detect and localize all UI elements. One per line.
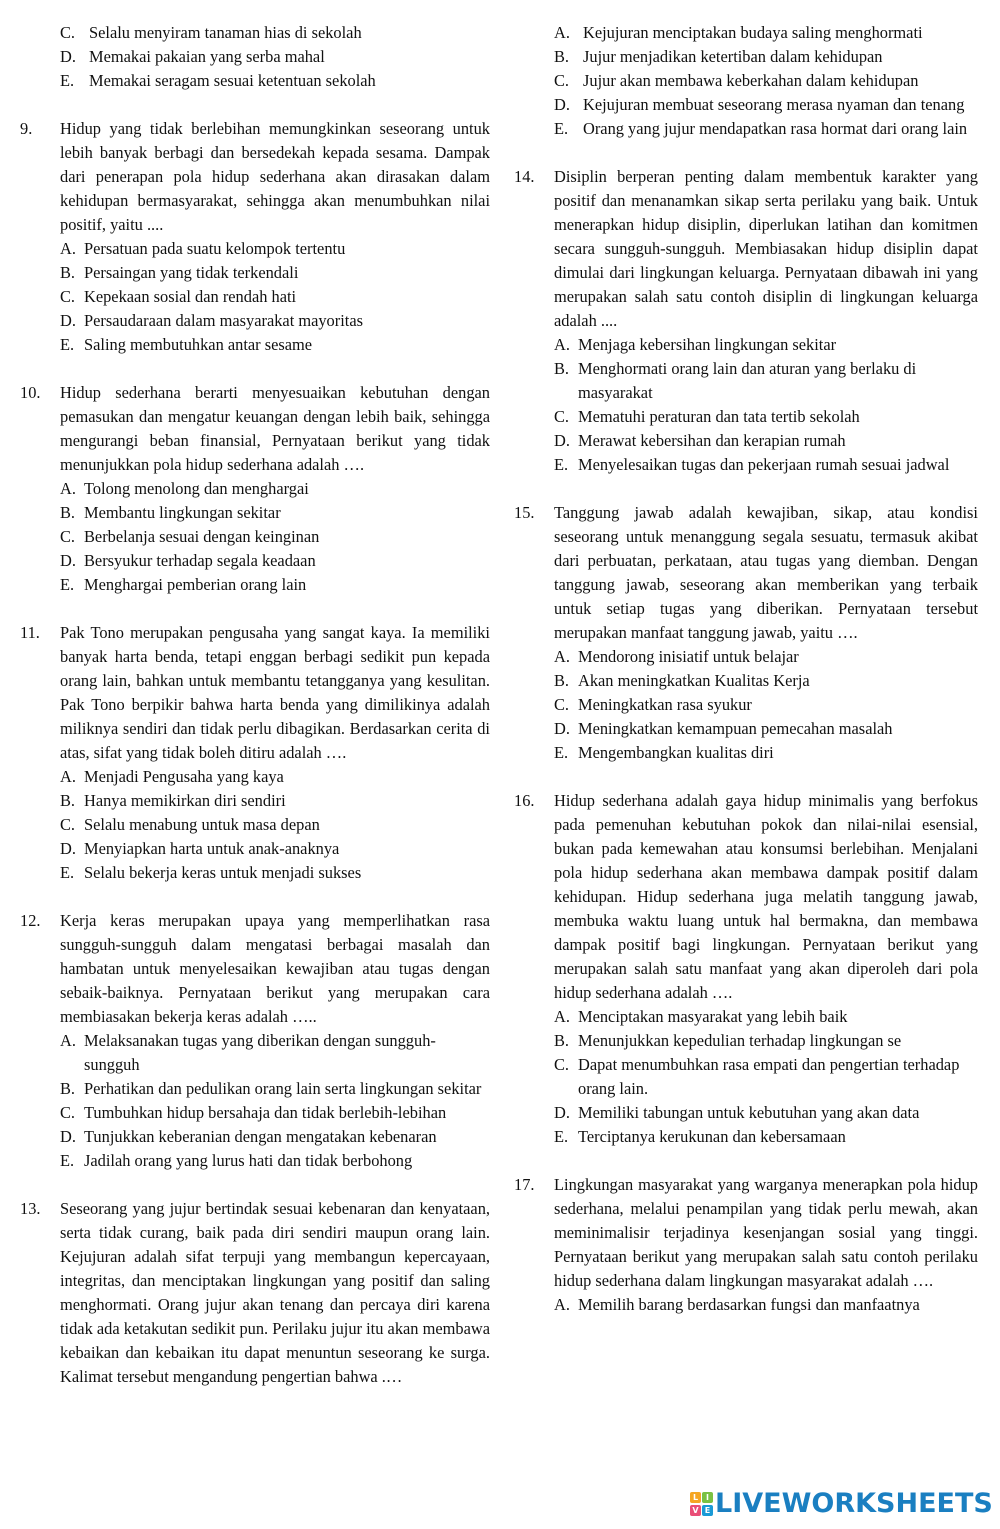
question-body	[554, 501, 978, 765]
option-text: Melaksanakan tugas yang diberikan dengan sungguh-sungguh	[84, 1031, 436, 1074]
option-letter: E.	[554, 1127, 569, 1146]
question-body	[60, 909, 490, 1173]
option-letter: C.	[554, 71, 570, 90]
option-letter: B.	[554, 671, 570, 690]
option-letter: A.	[60, 767, 76, 786]
question-17	[514, 1173, 978, 1317]
answer-options	[554, 645, 978, 765]
option-letter: B.	[60, 503, 76, 522]
option	[60, 261, 490, 285]
option-letter: A.	[554, 1007, 570, 1026]
option-text: Mendorong inisiatif untuk belajar	[578, 647, 799, 666]
option	[60, 1101, 490, 1125]
option	[554, 429, 978, 453]
option-text: Jujur akan membawa keberkahan dalam kehidupan	[583, 71, 919, 90]
logo-mark-tile: L	[690, 1492, 701, 1503]
option-text: Saling membutuhkan antar sesame	[84, 335, 313, 354]
option-text: Terciptanya kerukunan dan kebersamaan	[578, 1127, 846, 1146]
option-letter: B.	[60, 791, 76, 810]
option	[554, 1293, 978, 1317]
option	[554, 1101, 978, 1125]
option-letter: A.	[554, 647, 570, 666]
question-14	[514, 165, 978, 477]
question-body	[60, 381, 490, 597]
left-column	[20, 21, 490, 1413]
question-body	[554, 1173, 978, 1317]
answer-options	[554, 333, 978, 477]
option	[514, 21, 978, 45]
logo-mark-icon	[690, 1492, 713, 1516]
option-letter: C.	[60, 287, 76, 306]
option	[554, 741, 978, 765]
option-text: Persatuan pada suatu kelompok tertentu	[84, 239, 346, 258]
option-letter: C.	[554, 1055, 570, 1074]
option-letter: B.	[554, 47, 570, 66]
answer-options	[60, 765, 490, 885]
option	[514, 69, 978, 93]
option-letter: B.	[554, 1031, 570, 1050]
option-letter: B.	[554, 359, 570, 378]
question-number: 12.	[20, 911, 41, 930]
option	[60, 237, 490, 261]
logo-text: LIVEWORKSHEETS	[715, 1488, 993, 1519]
option	[60, 1077, 490, 1101]
option	[60, 333, 490, 357]
option-letter: C.	[60, 1103, 76, 1122]
option	[514, 117, 978, 141]
left-continued-options	[20, 21, 490, 93]
option-text: Persaudaraan dalam masyarakat mayoritas	[84, 311, 363, 330]
option-letter: E.	[60, 71, 75, 90]
option-text: Menunjukkan kepedulian terhadap lingkungan se	[578, 1031, 902, 1050]
option	[514, 93, 978, 117]
option-text: Memakai seragam sesuai ketentuan sekolah	[89, 71, 376, 90]
option-text: Orang yang jujur mendapatkan rasa hormat dari orang lain	[583, 119, 968, 138]
option	[514, 45, 978, 69]
option-letter: E.	[554, 455, 569, 474]
option-letter: B.	[60, 1079, 76, 1098]
option-letter: E.	[60, 575, 75, 594]
option	[554, 645, 978, 669]
question-number: 9.	[20, 119, 33, 138]
question-11	[20, 621, 490, 885]
logo-mark-tile: I	[702, 1492, 713, 1503]
question-number: 13.	[20, 1199, 41, 1218]
question-13	[20, 1197, 490, 1389]
logo-mark-tile: E	[702, 1505, 713, 1516]
option-text: Menghormati orang lain dan aturan yang berlaku di masyarakat	[578, 359, 917, 402]
option	[60, 477, 490, 501]
question-10	[20, 381, 490, 597]
option-text: Jujur menjadikan ketertiban dalam kehidupan	[583, 47, 883, 66]
option	[554, 669, 978, 693]
question-9	[20, 117, 490, 357]
question-text: Hidup sederhana adalah gaya hidup minimalis yang berfokus pada pemenuhan kebutuhan pokok dan nilai-nilai esensial, bukan pada kemewahan atau konsumsi berlebihan. Menjalani pola hidup sederhana akan membawa dampak positif dalam kehidupan. Hidup sederhana juga melatih tanggung jawab, membuka waktu luang untuk hal bermakna, dan membawa dampak positif bagi lingkungan. Pernyataan berikut yang merupakan salah satu manfaat yang akan diperoleh dari pola hidup sederhana adalah ….	[554, 791, 978, 1002]
question-number: 14.	[514, 167, 535, 186]
option	[554, 693, 978, 717]
answer-options	[554, 1293, 978, 1317]
question-number: 10.	[20, 383, 41, 402]
option	[554, 1029, 978, 1053]
option-letter: D.	[554, 95, 570, 114]
option-letter: C.	[60, 815, 76, 834]
question-text: Pak Tono merupakan pengusaha yang sangat kaya. Ia memiliki banyak harta benda, tetapi enggan berbagi sedikit pun kepada orang lain, bahkan untuk membantu tetangganya yang kesulitan. Pak Tono berpikir bahwa harta benda yang dimilikinya adalah miliknya sendiri dan tidak perlu dibagikan. Berdasarkan cerita di atas, sifat yang tidak boleh ditiru adalah ….	[60, 623, 490, 762]
question-number: 16.	[514, 791, 535, 810]
option-text: Membantu lingkungan sekitar	[84, 503, 281, 522]
question-12	[20, 909, 490, 1173]
option-letter: A.	[554, 1295, 570, 1314]
question-body	[60, 117, 490, 357]
option-text: Menjaga kebersihan lingkungan sekitar	[578, 335, 837, 354]
option-letter: D.	[554, 431, 570, 450]
option	[554, 405, 978, 429]
option-text: Berbelanja sesuai dengan keinginan	[84, 527, 320, 546]
liveworksheets-logo	[690, 1488, 993, 1520]
option-text: Menciptakan masyarakat yang lebih baik	[578, 1007, 848, 1026]
question-number: 17.	[514, 1175, 535, 1194]
option-letter: D.	[60, 47, 76, 66]
option-text: Memilih barang berdasarkan fungsi dan manfaatnya	[578, 1295, 920, 1314]
option-letter: D.	[554, 719, 570, 738]
option-text: Meningkatkan rasa syukur	[578, 695, 752, 714]
option	[60, 501, 490, 525]
option	[60, 765, 490, 789]
option-letter: D.	[60, 311, 76, 330]
option-letter: C.	[554, 695, 570, 714]
option	[554, 1125, 978, 1149]
option-text: Selalu menabung untuk masa depan	[84, 815, 320, 834]
option	[554, 717, 978, 741]
option-letter: E.	[60, 863, 75, 882]
question-text: Lingkungan masyarakat yang warganya menerapkan pola hidup sederhana, melalui penampilan yang tidak perlu mewah, akan meminimalisir terjadinya kesenjangan sosial yang tinggi. Pernyataan berikut yang merupakan salah satu contoh perilaku hidup sederhana dalam lingkungan masyarakat adalah ….	[554, 1175, 978, 1290]
option-letter: D.	[60, 1127, 76, 1146]
option-text: Menjadi Pengusaha yang kaya	[84, 767, 284, 786]
option-text: Memiliki tabungan untuk kebutuhan yang akan data	[578, 1103, 920, 1122]
option-text: Memakai pakaian yang serba mahal	[89, 47, 325, 66]
answer-options	[60, 1029, 490, 1173]
option	[554, 453, 978, 477]
option-text: Tumbuhkan hidup bersahaja dan tidak berlebih-lebihan	[84, 1103, 447, 1122]
option-text: Bersyukur terhadap segala keadaan	[84, 551, 316, 570]
option	[60, 525, 490, 549]
option-letter: D.	[60, 839, 76, 858]
question-body	[60, 1197, 490, 1389]
option-letter: A.	[554, 23, 570, 42]
option-text: Meningkatkan kemampuan pemecahan masalah	[578, 719, 893, 738]
option	[60, 1149, 490, 1173]
option-text: Mengembangkan kualitas diri	[578, 743, 774, 762]
option	[60, 813, 490, 837]
answer-options	[554, 1005, 978, 1149]
option-text: Perhatikan dan pedulikan orang lain serta lingkungan sekitar	[84, 1079, 482, 1098]
option	[60, 789, 490, 813]
question-number: 11.	[20, 623, 40, 642]
option-letter: D.	[60, 551, 76, 570]
option	[554, 1005, 978, 1029]
option	[20, 45, 490, 69]
option-letter: A.	[60, 1031, 76, 1050]
option-letter: C.	[60, 527, 76, 546]
question-number: 15.	[514, 503, 535, 522]
question-text: Hidup yang tidak berlebihan memungkinkan seseorang untuk lebih banyak berbagi dan bersedekah kepada sesama. Dampak dari penerapan pola hidup sederhana akan dirasakan dalam kehidupan bermasyarakat, sehingga akan menumbuhkan nilai positif, yaitu ....	[60, 119, 490, 234]
option-letter: E.	[60, 335, 75, 354]
option-text: Menyelesaikan tugas dan pekerjaan rumah sesuai jadwal	[578, 455, 950, 474]
option-text: Tolong menolong dan menghargai	[84, 479, 309, 498]
option-text: Jadilah orang yang lurus hati dan tidak berbohong	[84, 1151, 413, 1170]
option-letter: E.	[60, 1151, 75, 1170]
option-text: Tunjukkan keberanian dengan mengatakan kebenaran	[84, 1127, 437, 1146]
option	[60, 837, 490, 861]
option-text: Menghargai pemberian orang lain	[84, 575, 307, 594]
option-text: Akan meningkatkan Kualitas Kerja	[578, 671, 810, 690]
answer-options	[60, 477, 490, 597]
option-text: Selalu bekerja keras untuk menjadi sukses	[84, 863, 362, 882]
option-letter: E.	[554, 743, 569, 762]
question-16	[514, 789, 978, 1149]
option	[60, 1125, 490, 1149]
right-column	[514, 21, 978, 1341]
question-text: Tanggung jawab adalah kewajiban, sikap, atau kondisi seseorang untuk menanggung segala sesuatu, termasuk akibat dari perbuatan, perkataan, atau tugas yang diemban. Dengan tanggung jawab, seseorang akan memberikan yang terbaik untuk setiap tugas yang diberikan. Pernyataan tersebut merupakan manfaat tanggung jawab, yaitu ….	[554, 503, 978, 642]
option-text: Mematuhi peraturan dan tata tertib sekolah	[578, 407, 860, 426]
option-text: Persaingan yang tidak terkendali	[84, 263, 299, 282]
option-text: Hanya memikirkan diri sendiri	[84, 791, 286, 810]
option-letter: D.	[554, 1103, 570, 1122]
option	[60, 1029, 490, 1077]
option	[60, 285, 490, 309]
question-text: Disiplin berperan penting dalam membentuk karakter yang positif dan menanamkan sikap serta perilaku yang baik. Untuk menerapkan hidup disiplin, diperlukan latihan dan komitmen secara sungguh-sungguh. Membiasakan hidup disiplin dapat dimulai dari lingkungan keluarga. Pernyataan dibawah ini yang merupakan salah satu contoh disiplin di lingkungan keluarga adalah ....	[554, 167, 978, 330]
right-continued-options	[514, 21, 978, 141]
answer-options	[60, 237, 490, 357]
option-letter: A.	[554, 335, 570, 354]
logo-mark-tile: V	[690, 1505, 701, 1516]
option	[554, 1053, 978, 1101]
option	[554, 357, 978, 405]
option	[554, 333, 978, 357]
option	[60, 309, 490, 333]
question-text: Hidup sederhana berarti menyesuaikan kebutuhan dengan pemasukan dan mengatur keuangan dengan lebih baik, sehingga mengurangi beban finansial, Pernyataan berikut yang tidak menunjukkan pola hidup sederhana adalah ….	[60, 383, 490, 474]
question-body	[60, 621, 490, 885]
option-text: Kepekaan sosial dan rendah hati	[84, 287, 297, 306]
option	[60, 861, 490, 885]
option	[20, 69, 490, 93]
option-letter: C.	[60, 23, 76, 42]
question-text: Seseorang yang jujur bertindak sesuai kebenaran dan kenyataan, serta tidak curang, baik pada diri sendiri maupun orang lain. Kejujuran adalah sifat terpuji yang membangun kepercayaan, integritas, dan menciptakan lingkungan yang positif dan saling menghormati. Orang jujur akan tenang dan percaya diri karena tidak ada ketakutan sedikit pun. Perilaku jujur itu akan membawa kebaikan dan kebaikan itu dapat menuntun seseorang ke surga. Kalimat tersebut mengandung pengertian bahwa .…	[60, 1199, 490, 1386]
option-text: Merawat kebersihan dan kerapian rumah	[578, 431, 846, 450]
option-letter: A.	[60, 239, 76, 258]
option-letter: B.	[60, 263, 76, 282]
option	[60, 549, 490, 573]
option-text: Menyiapkan harta untuk anak-anaknya	[84, 839, 340, 858]
left-questions	[20, 117, 490, 1389]
option-letter: E.	[554, 119, 569, 138]
option-text: Selalu menyiram tanaman hias di sekolah	[89, 23, 362, 42]
question-15	[514, 501, 978, 765]
option-text: Kejujuran menciptakan budaya saling menghormati	[583, 23, 923, 42]
question-body	[554, 789, 978, 1149]
option	[60, 573, 490, 597]
question-text: Kerja keras merupakan upaya yang memperlihatkan rasa sungguh-sungguh dalam mengatasi berbagai masalah dan hambatan untuk menyelesaikan kewajiban atau tugas dengan sebaik-baiknya. Pernyataan berikut yang merupakan cara membiasakan bekerja keras adalah …..	[60, 911, 490, 1026]
question-body	[554, 165, 978, 477]
option-text: Kejujuran membuat seseorang merasa nyaman dan tenang	[583, 95, 965, 114]
option	[20, 21, 490, 45]
option-text: Dapat menumbuhkan rasa empati dan pengertian terhadap orang lain.	[578, 1055, 960, 1098]
option-letter: A.	[60, 479, 76, 498]
right-questions	[514, 165, 978, 1317]
option-letter: C.	[554, 407, 570, 426]
